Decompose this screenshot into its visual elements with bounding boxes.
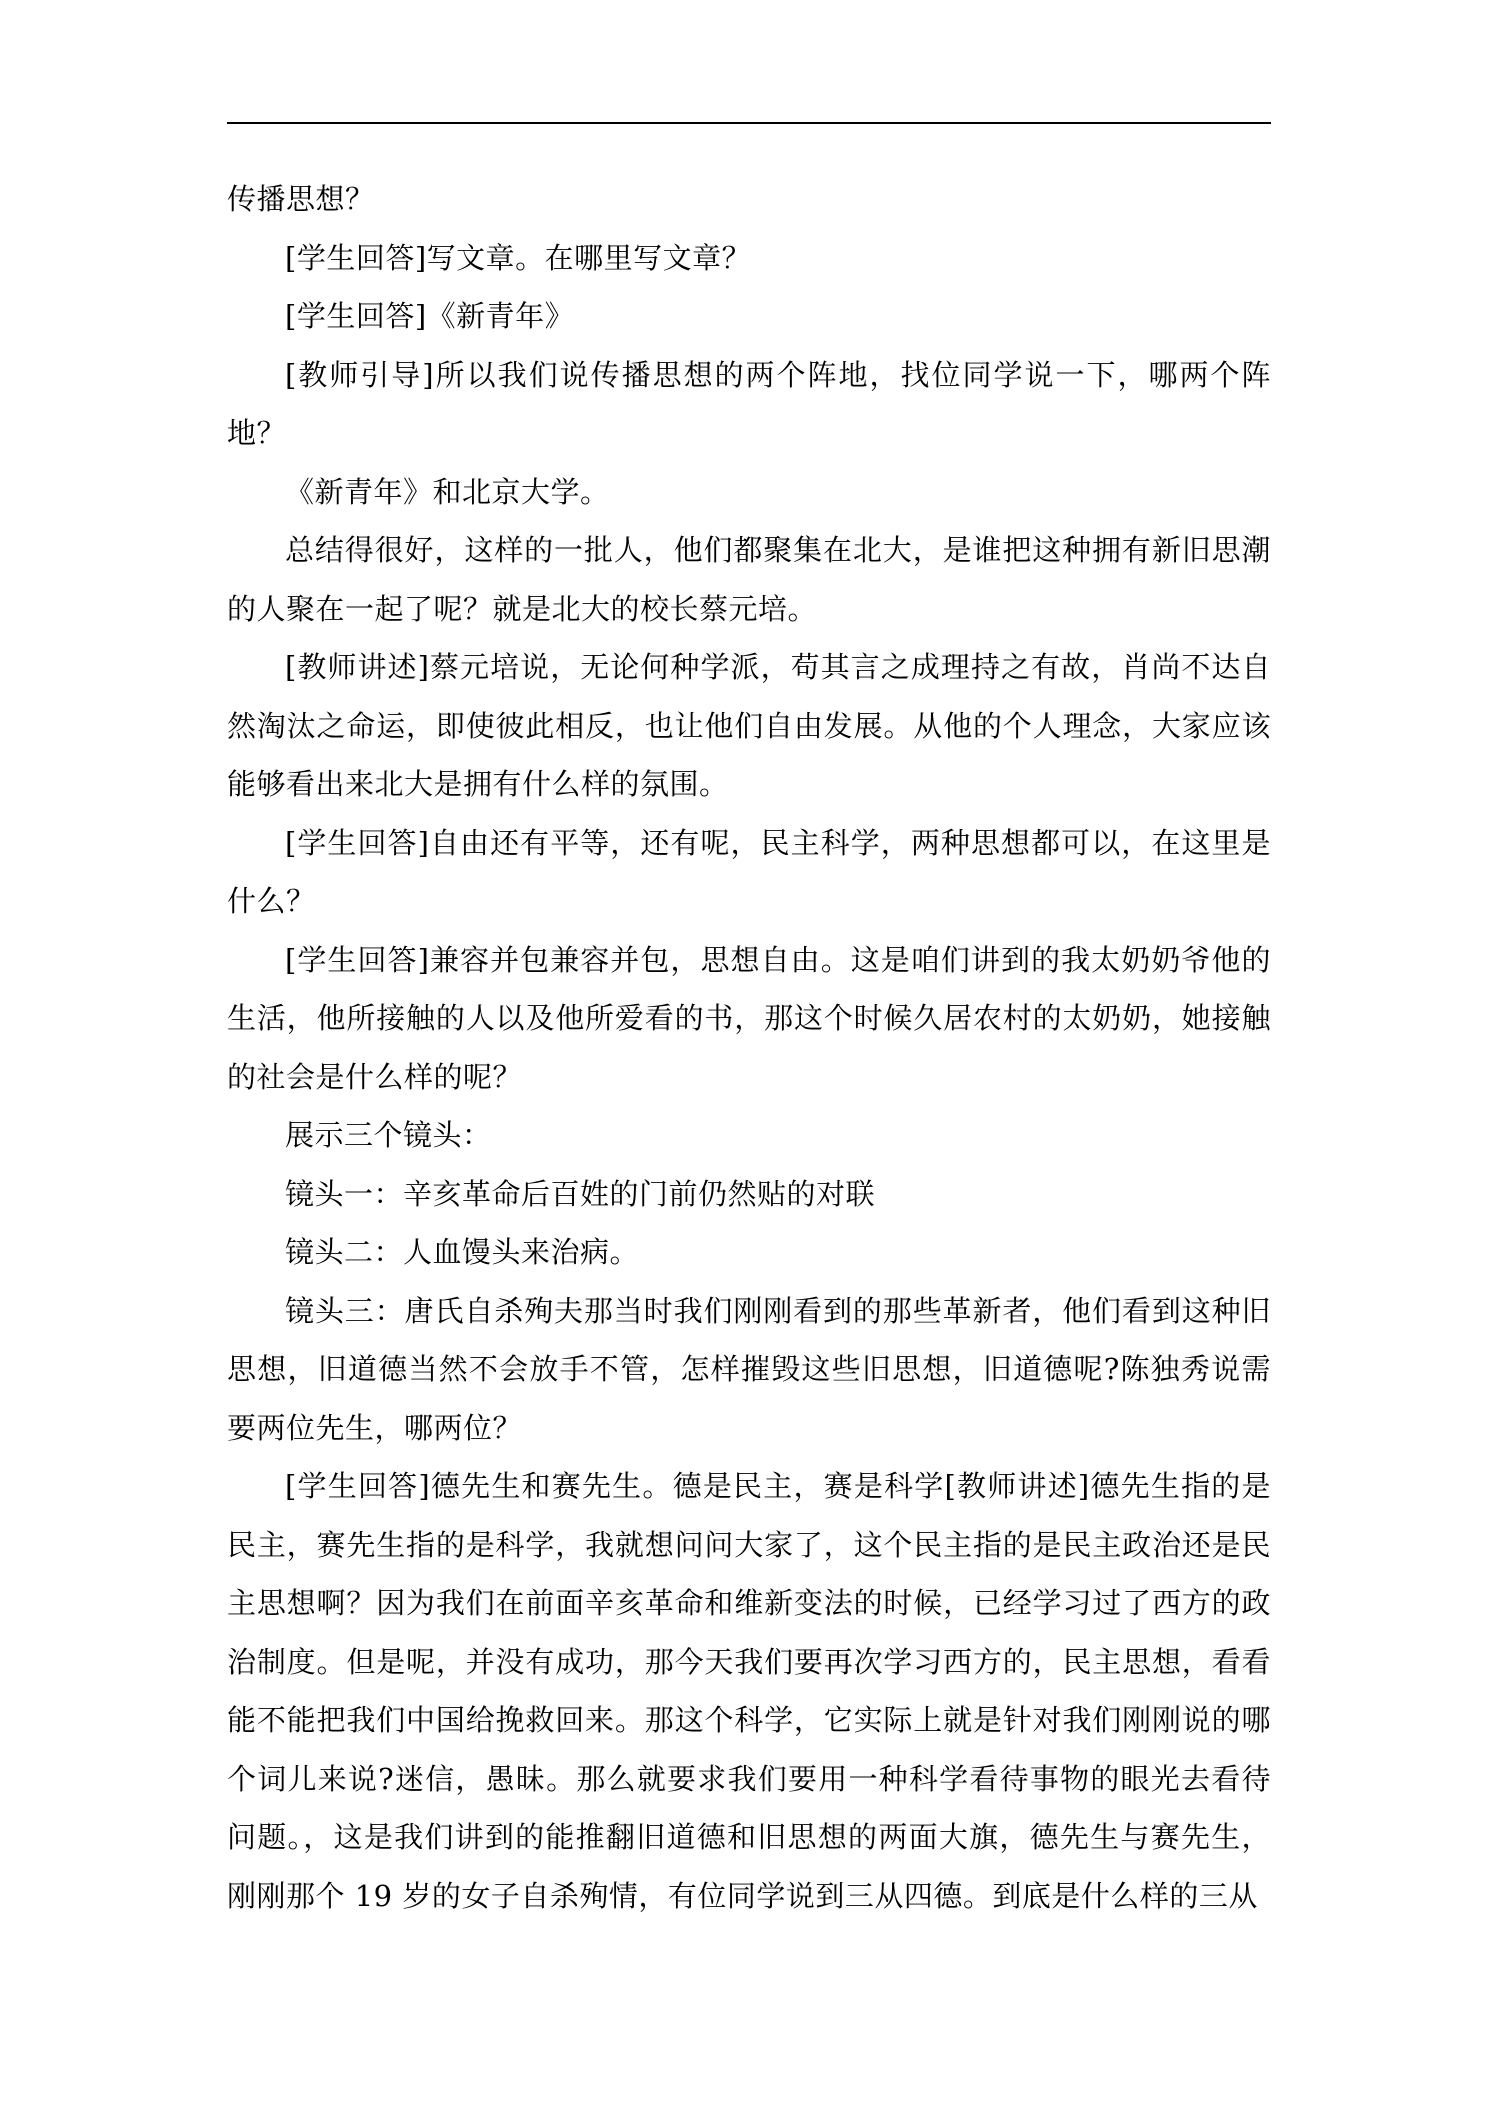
paragraph: [教师引导]所以我们说传播思想的两个阵地，找位同学说一下，哪两个阵地？ — [227, 357, 1271, 450]
paragraph: [学生回答]《新青年》 — [285, 299, 575, 333]
paragraph: 镜头三：唐氏自杀殉夫那当时我们刚刚看到的那些革新者，他们看到这种旧思想，旧道德当然不会放手不管，怎样摧毁这些旧思想，旧道德呢?陈独秀说需要两位先生，哪两位？ — [227, 1293, 1271, 1445]
paragraph: [学生回答]写文章。在哪里写文章？ — [285, 240, 752, 275]
document-body — [227, 170, 1271, 1925]
paragraph: [学生回答]德先生和赛先生。德是民主，赛是科学[教师讲述]德先生指的是民主，赛先生指的是科学，我就想问问大家了，这个民主指的是民主政治还是民主思想啊？因为我们在前面辛亥革命和维新变法的时候，已经学习过了西方的政治制度。但是呢，并没有成功，那今天我们要再次学习西方的，民主思想，看看能不能把我们中国给挽救回来。那这个科学，它实际上就是针对我们刚刚说的哪个词儿来说?迷信，愚昧。那么就要求我们要用一种科学看待事物的眼光去看待问题。，这是我们讲到的能推翻旧道德和旧思想的两面大旗，德先生与赛先生，刚刚那个 19 岁的女子自杀殉情，有位同学说到三从四德。到底是什么样的三从 — [227, 1469, 1271, 1913]
paragraph: [教师讲述]蔡元培说，无论何种学派，苟其言之成理持之有故，肖尚不达自然淘汰之命运，即使彼此相反，也让他们自由发展。从他的个人理念，大家应该能够看出来北大是拥有什么样的氛围。 — [227, 650, 1271, 801]
header-rule — [227, 122, 1271, 124]
paragraph: 镜头一：辛亥革命后百姓的门前仍然贴的对联 — [285, 1176, 876, 1211]
paragraph: 《新青年》和北京大学。 — [285, 474, 610, 509]
paragraph: 传播思想？ — [227, 182, 375, 216]
paragraph: 总结得很好，这样的一批人，他们都聚集在北大，是谁把这种拥有新旧思潮的人聚在一起了呢？就是北大的校长蔡元培。 — [227, 533, 1271, 626]
paragraph: 镜头二：人血馒头来治病。 — [285, 1235, 640, 1269]
paragraph: [学生回答]兼容并包兼容并包，思想自由。这是咱们讲到的我太奶奶爷他的生活，他所接触的人以及他所爱看的书，那这个时候久居农村的太奶奶，她接触的社会是什么样的呢？ — [227, 942, 1271, 1094]
paragraph: 展示三个镜头： — [285, 1118, 492, 1152]
paragraph: [学生回答]自由还有平等，还有呢，民主科学，两种思想都可以，在这里是什么？ — [227, 825, 1271, 918]
